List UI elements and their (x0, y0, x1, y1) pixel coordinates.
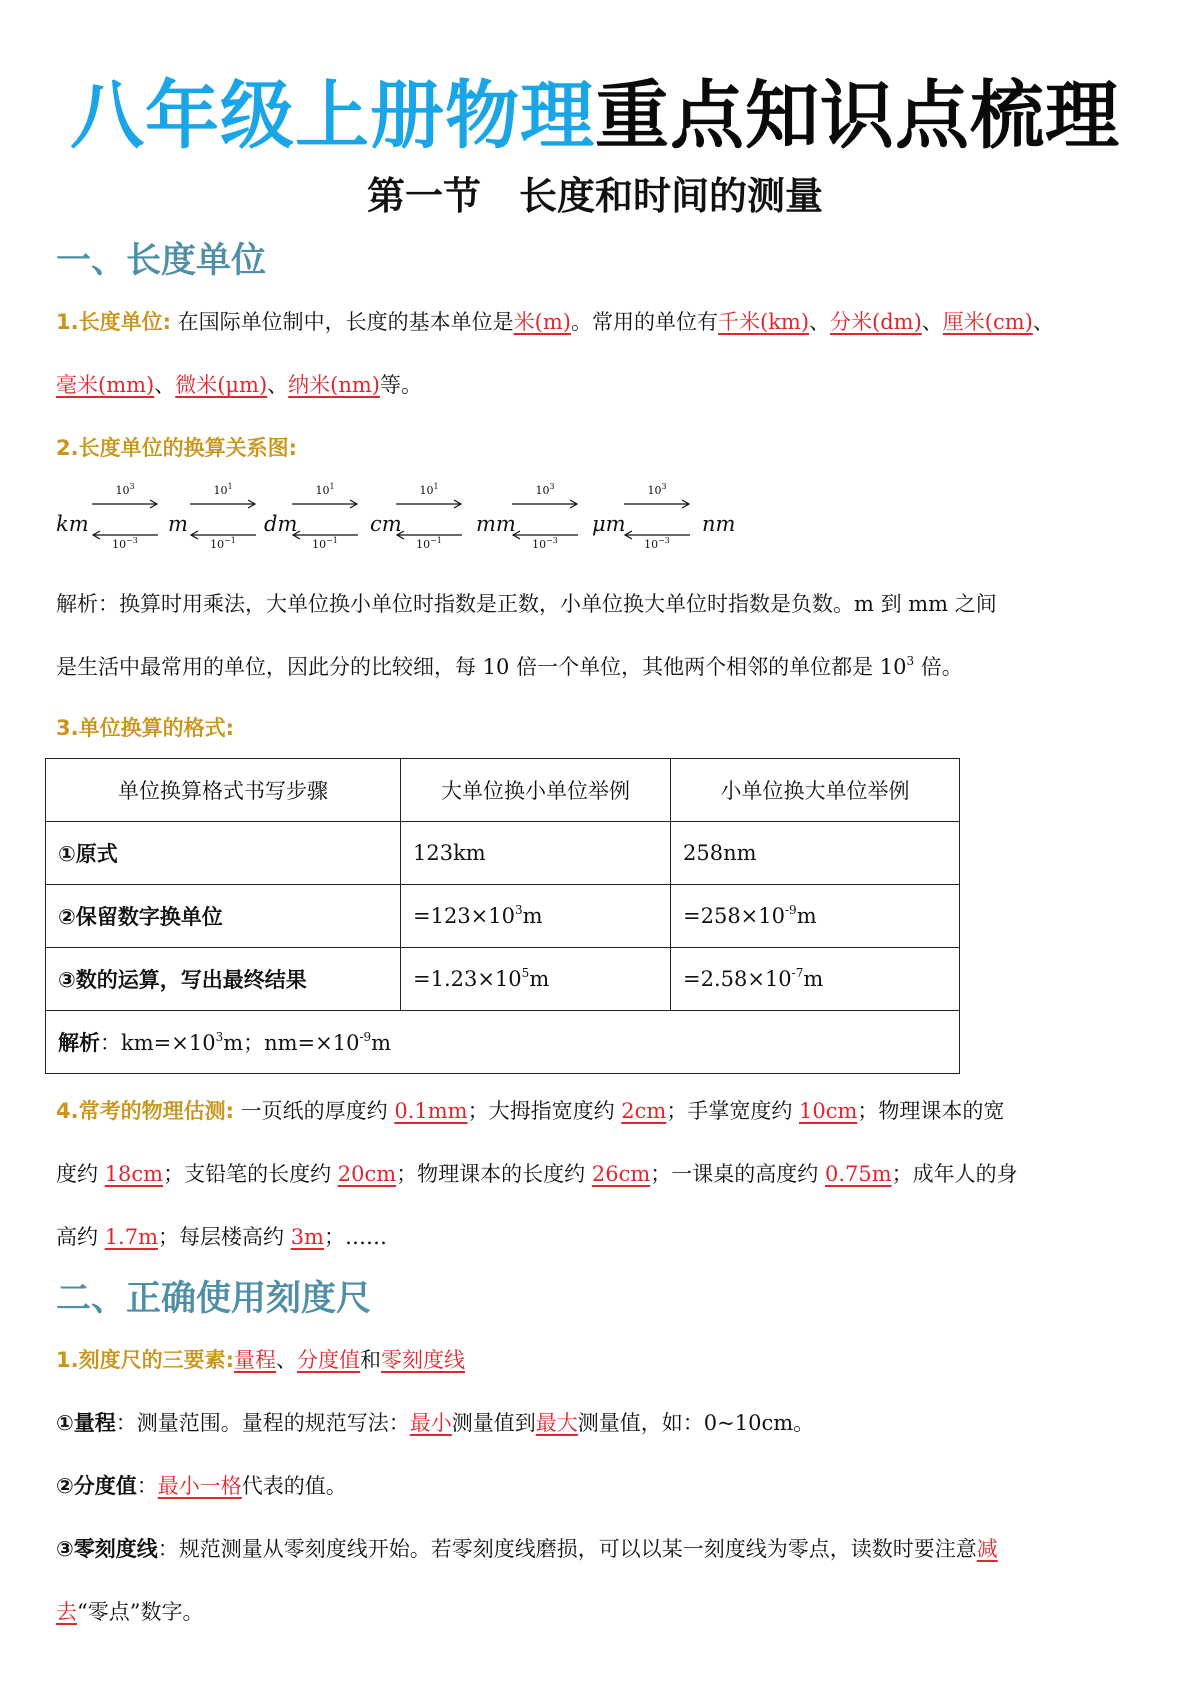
table-header-cell: 大单位换小单位举例 (401, 759, 671, 822)
backward-arrow (92, 530, 158, 556)
unit-nm: 纳米(nm) (288, 373, 380, 397)
unit-label: km (56, 512, 89, 536)
analysis-text: 是生活中最常用的单位，因此分的比较细，每 10 倍一个单位，其他两个相邻的单位都是 10 (56, 655, 907, 679)
unit-um: 微米(μm) (175, 373, 268, 397)
unit-label: cm (370, 512, 402, 536)
estimate-text: 度约 (56, 1162, 105, 1186)
range-line (56, 1403, 1135, 1443)
item4-line2 (56, 1154, 1135, 1194)
unit-conversion-diagram (56, 482, 756, 556)
step-cell: ①原式 (46, 822, 401, 885)
range-text: 测量值，如：0~10cm。 (577, 1411, 815, 1435)
forward-factor: $10^1$ (419, 482, 439, 497)
unit-label: μm (592, 512, 626, 536)
big-example-cell (401, 885, 671, 948)
title-blue-part: 八年级上册物理 (70, 73, 595, 159)
backward-arrow (512, 530, 578, 556)
zero-subtract: 减 (976, 1537, 998, 1561)
cell-text: =1.23×10 (413, 967, 522, 991)
separator: 、 (267, 373, 289, 397)
table-row (46, 822, 960, 885)
cell-unit: m (803, 967, 824, 991)
cell-text: 123km (413, 841, 486, 865)
analysis-text-end: 倍。 (914, 655, 963, 679)
estimate-text: ；支铅笔的长度约 (163, 1162, 338, 1186)
colon: ： (136, 1474, 158, 1498)
element-range: 量程 (234, 1348, 276, 1372)
item1-text-b: 。常用的单位有 (571, 310, 718, 334)
estimate-text: ；…… (323, 1225, 387, 1249)
section1-heading: 一、长度单位 (56, 241, 267, 281)
range-text: 测量值到 (451, 1411, 536, 1435)
exponent: 5 (521, 966, 530, 980)
zero-line-2 (56, 1592, 1135, 1632)
range-min: 最小 (409, 1411, 452, 1435)
item1-label: 1.长度单位: (56, 310, 171, 334)
unit-label: m (168, 512, 188, 536)
exponent: -7 (791, 966, 804, 980)
estimate-text: 高约 (56, 1225, 105, 1249)
cell-text: 258nm (683, 841, 757, 865)
zero-label: ③零刻度线 (56, 1537, 158, 1561)
backward-factor: $10^{-3}$ (532, 536, 558, 551)
division-line (56, 1466, 1135, 1506)
cell-text: =2.58×10 (683, 967, 792, 991)
estimate-text: 一页纸的厚度约 (234, 1099, 395, 1123)
forward-factor: $10^3$ (647, 482, 667, 497)
step-cell: ③数的运算，写出最终结果 (46, 948, 401, 1011)
item1-text-a: 在国际单位制中，长度的基本单位是 (171, 310, 514, 334)
separator: 、 (154, 373, 176, 397)
analysis-line1: 解析：换算时用乘法，大单位换小单位时指数是正数，小单位换大单位时指数是负数。m 到 mm 之间 (56, 592, 997, 616)
division-label: ②分度值 (56, 1474, 137, 1498)
section-subtitle: 第一节 长度和时间的测量 (366, 174, 823, 218)
backward-factor: $10^{-3}$ (644, 536, 670, 551)
section2-heading: 二、正确使用刻度尺 (56, 1279, 372, 1319)
backward-arrow (396, 530, 462, 556)
item3-label: 3.单位换算的格式: (56, 716, 234, 740)
separator: 、 (921, 310, 943, 334)
estimate-text: ；成年人的身 (891, 1162, 1018, 1186)
range-max: 最大 (535, 1411, 578, 1435)
estimate-value: 1.7m (104, 1225, 158, 1249)
table-header-cell: 单位换算格式书写步骤 (46, 759, 401, 822)
backward-factor: $10^{-1}$ (416, 536, 442, 551)
estimate-text: ；手掌宽度约 (666, 1099, 800, 1123)
estimate-value: 3m (290, 1225, 324, 1249)
estimate-text: ；物理课本的宽 (857, 1099, 1005, 1123)
cell-unit: m (796, 904, 817, 928)
backward-arrow (624, 530, 690, 556)
backward-factor: $10^{-1}$ (210, 536, 236, 551)
item4-label: 4.常考的物理估测: (56, 1099, 234, 1123)
step-cell: ②保留数字换单位 (46, 885, 401, 948)
conversion-format-table (45, 758, 960, 1074)
item3-line (56, 708, 1135, 748)
estimate-value: 26cm (591, 1162, 651, 1186)
table-row (46, 885, 960, 948)
cell-unit: m (522, 904, 543, 928)
forward-factor: $10^1$ (213, 482, 233, 497)
estimate-value: 2cm (621, 1099, 667, 1123)
division-value: 最小一格 (157, 1474, 242, 1498)
forward-arrow (624, 482, 690, 508)
element-zero-line: 零刻度线 (381, 1348, 465, 1372)
cell-text: =258×10 (683, 904, 785, 928)
table-note-cell (46, 1011, 960, 1074)
exponent: -9 (785, 903, 797, 917)
estimate-value: 0.75m (824, 1162, 892, 1186)
note-label: 解析 (58, 1031, 100, 1055)
big-example-cell (401, 822, 671, 885)
range-text: ：测量范围。量程的规范写法： (115, 1411, 410, 1435)
unit-mm: 毫米(mm) (56, 373, 155, 397)
unit-km: 千米(km) (718, 310, 810, 334)
item2-label: 2.长度单位的换算关系图: (56, 436, 297, 460)
exponent: 3 (515, 903, 523, 917)
item1-line1 (56, 302, 1135, 342)
backward-factor: $10^{-1}$ (312, 536, 338, 551)
exponent: 3 (906, 654, 915, 668)
forward-arrow (512, 482, 578, 508)
conjunction: 和 (360, 1348, 381, 1372)
item1-end: 等。 (380, 373, 422, 397)
estimate-text: ；每层楼高约 (158, 1225, 291, 1249)
zero-text: “零点”数字。 (77, 1600, 204, 1624)
small-example-cell (671, 885, 960, 948)
backward-factor: $10^{-3}$ (112, 536, 138, 551)
unit-label: mm (476, 512, 516, 536)
backward-arrow (292, 530, 358, 556)
item4-line1 (56, 1091, 1135, 1131)
small-example-cell (671, 948, 960, 1011)
estimate-text: ；一课桌的高度约 (650, 1162, 825, 1186)
backward-arrow (190, 530, 256, 556)
unit-label: dm (264, 512, 298, 536)
small-example-cell (671, 822, 960, 885)
analysis-line2 (56, 647, 1135, 687)
forward-arrow (292, 482, 358, 508)
table-header-cell: 小单位换大单位举例 (671, 759, 960, 822)
table-header-row (46, 759, 960, 822)
item1-line2 (56, 365, 1135, 405)
cell-unit: m (529, 967, 550, 991)
unit-label: nm (702, 512, 736, 536)
forward-factor: $10^3$ (115, 482, 135, 497)
separator: 、 (809, 310, 831, 334)
cell-text: =123×10 (413, 904, 515, 928)
exponent: 3 (215, 1030, 224, 1044)
zero-line-1 (56, 1529, 1135, 1569)
forward-factor: $10^3$ (535, 482, 555, 497)
exponent: -9 (359, 1030, 372, 1044)
big-example-cell (401, 948, 671, 1011)
estimate-value: 10cm (799, 1099, 858, 1123)
zero-text: ：规范测量从零刻度线开始。若零刻度线磨损，可以以某一刻度线为零点，读数时要注意 (157, 1537, 977, 1561)
separator: 、 (1032, 310, 1054, 334)
ruler-elements-label: 1.刻度尺的三要素: (56, 1348, 234, 1372)
forward-arrow (92, 482, 158, 508)
page-title (0, 70, 1190, 162)
note-text: ：km=×10 (100, 1031, 216, 1055)
forward-arrow (190, 482, 256, 508)
estimate-text: ；大拇指宽度约 (467, 1099, 622, 1123)
estimate-value: 0.1mm (394, 1099, 468, 1123)
estimate-value: 20cm (337, 1162, 397, 1186)
unit-dm: 分米(dm) (830, 310, 922, 334)
forward-factor: $10^1$ (315, 482, 335, 497)
table-note-row (46, 1011, 960, 1074)
item4-line3 (56, 1217, 1135, 1257)
estimate-text: ；物理课本的长度约 (396, 1162, 592, 1186)
element-division: 分度值 (297, 1348, 360, 1372)
division-text: 代表的值。 (241, 1474, 347, 1498)
forward-arrow (396, 482, 462, 508)
title-black-part: 重点知识点梳理 (595, 73, 1120, 159)
base-unit: 米(m) (513, 310, 571, 334)
table-row (46, 948, 960, 1011)
range-label: ①量程 (56, 1411, 116, 1435)
separator: 、 (276, 1348, 297, 1372)
zero-subtract: 去 (56, 1600, 77, 1624)
ruler-elements-line (56, 1340, 1135, 1380)
note-text: m (371, 1031, 392, 1055)
note-text: m；nm=×10 (223, 1031, 360, 1055)
unit-cm: 厘米(cm) (942, 310, 1033, 334)
estimate-value: 18cm (104, 1162, 164, 1186)
item2-line (56, 428, 1135, 468)
